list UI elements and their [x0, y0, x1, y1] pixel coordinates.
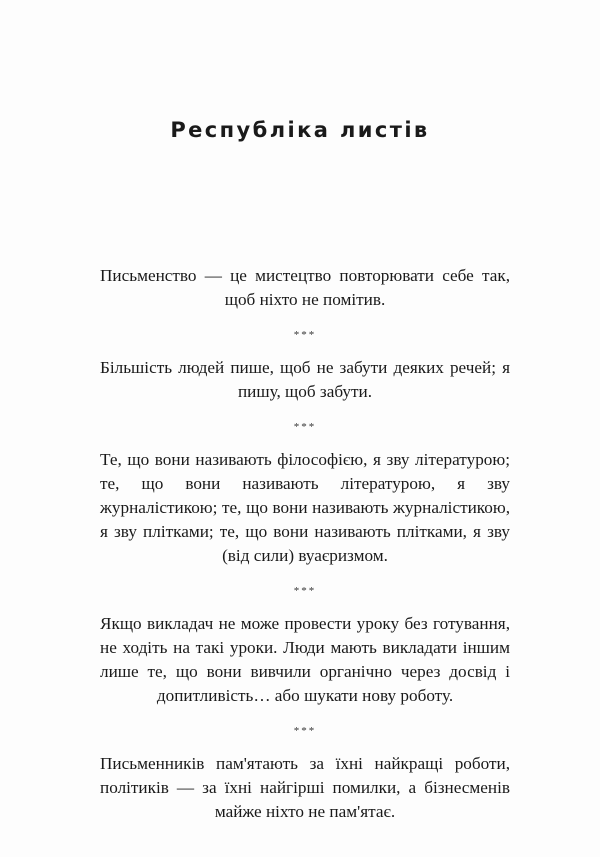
separator-1: *** — [293, 329, 317, 341]
separator-4: *** — [293, 725, 317, 737]
aphorism-1: Письменство — це мистецтво повторювати себе так, щоб ніхто не помітив. — [100, 266, 510, 309]
aphorism-3: Те, що вони називають філософією, я зву літературою; те, що вони називають літературою, я зву журналістикою; те, що вони називають журналістикою, я зву плітками; те, що вони називають плітками, я зву (від сили) вуаєризмом. — [100, 450, 510, 565]
separator-2: *** — [293, 421, 317, 433]
separator-3: *** — [293, 585, 317, 597]
page-title: Республіка листів — [170, 118, 430, 142]
aphorism-4: Якщо викладач не може провести уроку без готування, не ходіть на такі уроки. Люди мають викладати іншим лише те, що вони вивчили органічно через досвід і допитливість… або шукати нову роботу. — [100, 614, 510, 705]
aphorism-2: Більшість людей пише, щоб не забути деяких речей; я пишу, щоб забути. — [100, 358, 510, 401]
aphorism-5: Письменників пам'ятають за їхні найкращі роботи, політиків — за їхні найгірші помилки, а бізнесменів майже ніхто не пам'ятає. — [100, 754, 510, 821]
aphorism-list — [100, 264, 510, 824]
